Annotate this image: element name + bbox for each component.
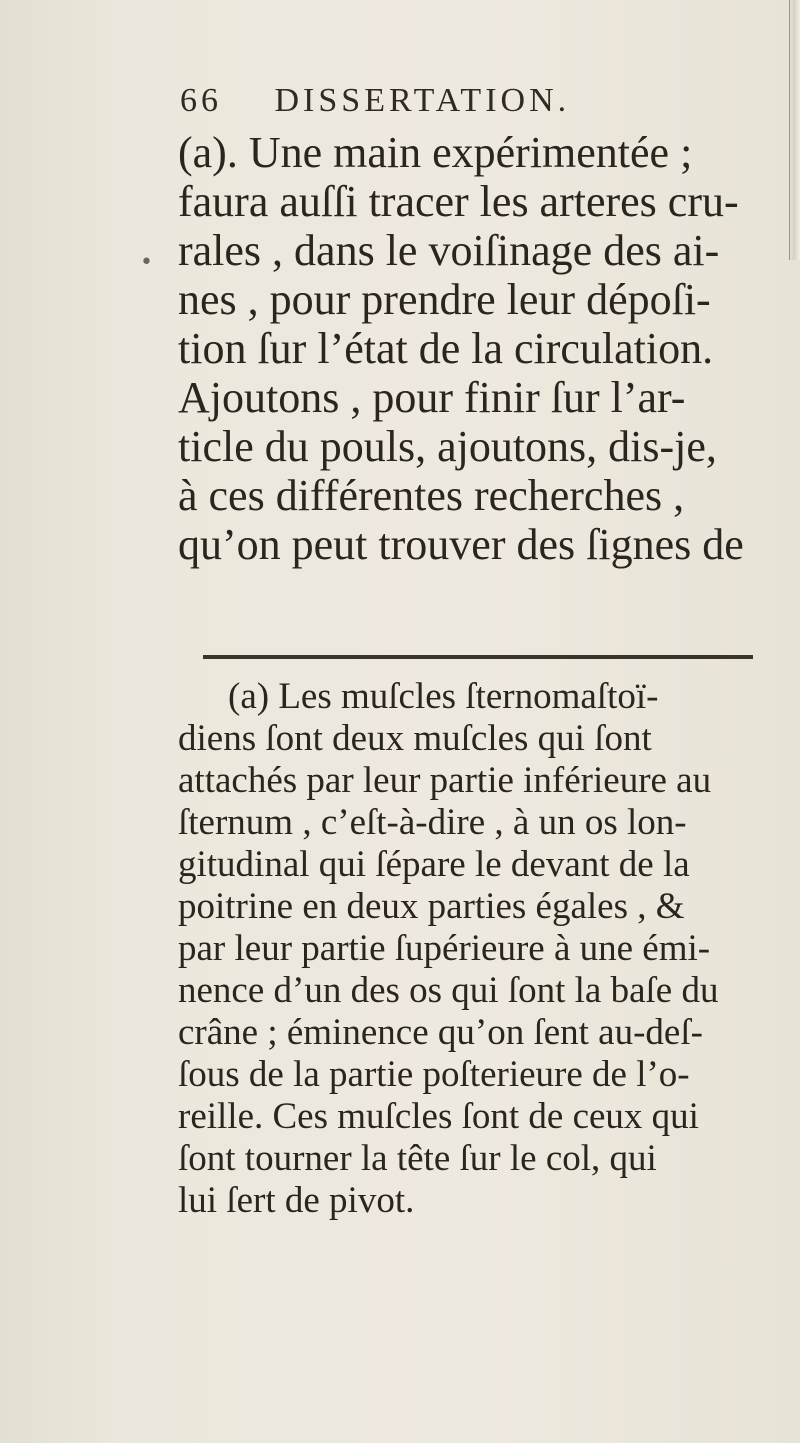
footnote-line: (a) Les muſcles ſternomaſtoï- xyxy=(228,676,659,717)
page-edge xyxy=(789,0,800,260)
footnote-line: lui ſert de pivot. xyxy=(178,1180,415,1221)
footnote-line: crâne ; éminence qu’on ſent au-deſ- xyxy=(178,1012,703,1053)
footnote-line: ſternum , c’eſt-à-dire , à un os lon- xyxy=(178,802,687,843)
footnote-line: ſont tourner la tête ſur le col, qui xyxy=(178,1138,657,1179)
text-line: faura auſſi tracer les arteres cru- xyxy=(178,177,739,226)
footnote-line: poitrine en deux parties égales , & xyxy=(178,886,685,927)
text-line: tion ſur l’état de la circulation. xyxy=(178,324,714,373)
text-line: ticle du pouls, ajoutons, dis-je, xyxy=(178,422,717,471)
footnote-line: ſous de la partie poſterieure de l’o- xyxy=(178,1054,690,1095)
text-line: qu’on peut trouver des ſignes de xyxy=(178,520,744,569)
footnote-line: gitudinal qui ſépare le devant de la xyxy=(178,844,690,885)
running-header xyxy=(180,82,570,120)
footnote-line: par leur partie ſupérieure à une émi- xyxy=(178,928,711,969)
footnote-line: diens ſont deux muſcles qui ſont xyxy=(178,718,652,759)
text-line: Ajoutons , pour finir ſur l’ar- xyxy=(178,373,686,422)
footnote xyxy=(178,676,788,1222)
text-line: nes , pour prendre leur dépoſi- xyxy=(178,275,711,324)
footnote-line: nence d’un des os qui ſont la baſe du xyxy=(178,970,719,1011)
footnote-line: attachés par leur partie inférieure au xyxy=(178,760,712,801)
running-title: DISSERTATION. xyxy=(274,82,571,119)
margin-mark: • xyxy=(140,250,153,275)
text-line: à ces différentes recherches , xyxy=(178,471,685,520)
text-line: (a). Une main expérimentée ; xyxy=(178,128,693,177)
main-paragraph xyxy=(178,128,778,569)
footnote-separator xyxy=(203,655,753,659)
text-line: rales , dans le voiſinage des ai- xyxy=(178,226,720,275)
footnote-line: reille. Ces muſcles ſont de ceux qui xyxy=(178,1096,699,1137)
page-number: 66 xyxy=(180,82,222,119)
